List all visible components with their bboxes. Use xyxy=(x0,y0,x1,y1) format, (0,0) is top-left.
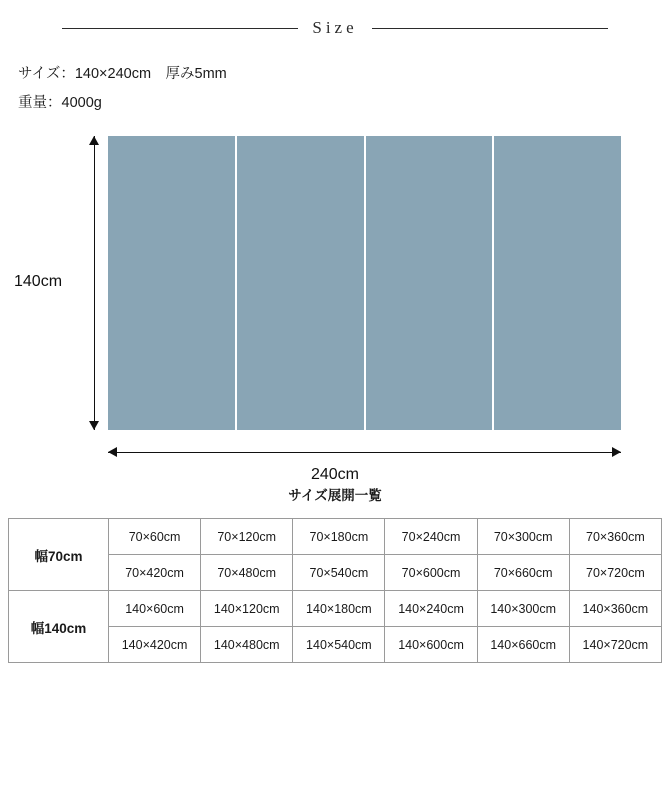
table-cell: 70×660cm xyxy=(477,555,569,591)
table-cell: 140×60cm xyxy=(109,591,201,627)
table-cell: 140×600cm xyxy=(385,627,477,663)
table-cell: 70×300cm xyxy=(477,519,569,555)
row-header-width70: 幅70cm xyxy=(9,519,109,591)
size-variation-table xyxy=(8,518,662,663)
table-row xyxy=(9,591,662,627)
table-row xyxy=(9,519,662,555)
table-cell: 140×540cm xyxy=(293,627,385,663)
table-cell: 140×420cm xyxy=(109,627,201,663)
table-cell: 70×120cm xyxy=(201,519,293,555)
arrow-head-right-icon xyxy=(612,447,621,457)
table-cell: 70×420cm xyxy=(109,555,201,591)
mat-illustration xyxy=(108,136,621,430)
table-cell: 70×720cm xyxy=(569,555,661,591)
table-cell: 140×120cm xyxy=(201,591,293,627)
table-cell: 70×60cm xyxy=(109,519,201,555)
height-label: 140cm xyxy=(14,273,63,290)
arrow-head-left-icon xyxy=(108,447,117,457)
table-cell: 140×240cm xyxy=(385,591,477,627)
header-rule-right xyxy=(372,28,608,29)
mat-panel xyxy=(108,136,237,430)
spec-weight: 重量：4000g xyxy=(18,95,102,111)
table-cell: 70×180cm xyxy=(293,519,385,555)
table-cell: 140×480cm xyxy=(201,627,293,663)
page-title: Size xyxy=(312,18,358,37)
table-cell: 140×300cm xyxy=(477,591,569,627)
height-dimension-arrow xyxy=(88,136,102,430)
width-dimension-arrow xyxy=(108,446,621,460)
height-arrow-line xyxy=(94,136,95,430)
table-title: サイズ展開一覧 xyxy=(288,488,382,503)
width-label: 240cm xyxy=(310,466,360,483)
table-cell: 70×480cm xyxy=(201,555,293,591)
arrow-head-down-icon xyxy=(89,421,99,430)
section-header xyxy=(0,0,670,38)
table-cell: 140×660cm xyxy=(477,627,569,663)
table-cell: 70×360cm xyxy=(569,519,661,555)
arrow-head-up-icon xyxy=(89,136,99,145)
width-arrow-line xyxy=(108,452,621,453)
row-header-width140: 幅140cm xyxy=(9,591,109,663)
size-diagram xyxy=(0,128,670,483)
table-cell: 70×600cm xyxy=(385,555,477,591)
table-cell: 70×240cm xyxy=(385,519,477,555)
spec-list xyxy=(0,60,670,118)
mat-panel xyxy=(237,136,366,430)
table-cell: 140×360cm xyxy=(569,591,661,627)
spec-size: サイズ：140×240cm 厚み5mm xyxy=(18,66,227,82)
table-cell: 70×540cm xyxy=(293,555,385,591)
table-cell: 140×180cm xyxy=(293,591,385,627)
table-cell: 140×720cm xyxy=(569,627,661,663)
mat-panel xyxy=(494,136,621,430)
header-rule-left xyxy=(62,28,298,29)
mat-panel xyxy=(366,136,495,430)
